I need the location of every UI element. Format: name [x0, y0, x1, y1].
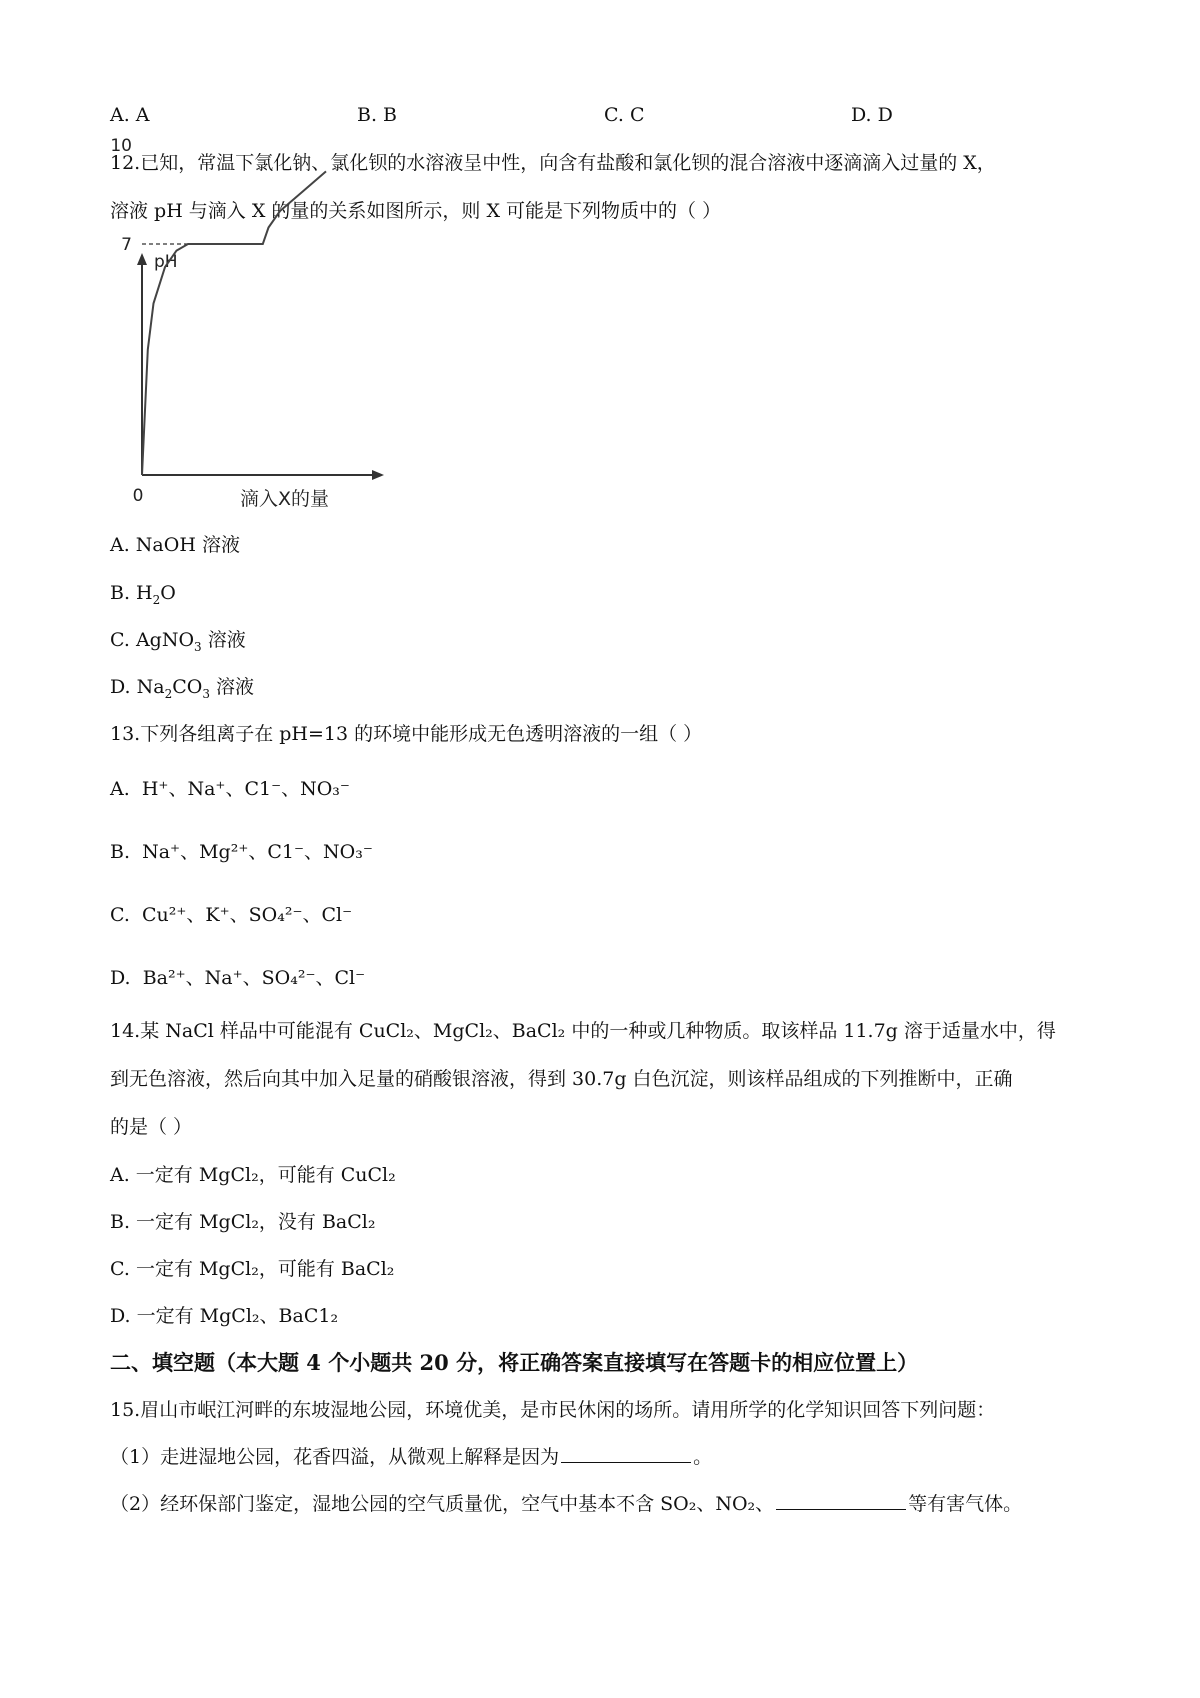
y-axis-arrow [137, 253, 147, 265]
q12-option-d: D. $Na_2CO_3$ 溶液 [110, 676, 255, 701]
q14-option-a: A. 一定有 MgCl₂，可能有 CuCl₂ [110, 1164, 396, 1186]
q13-stem: 13.下列各组离子在 pH=13 的环境中能形成无色透明溶液的一组（ ） [110, 723, 703, 745]
q14-stem-line1: 14.某 NaCl 样品中可能混有 CuCl₂、MgCl₂、BaCl₂ 中的一种或几种物质。取该样品 11.7g 溶于适量水中，得 [110, 1020, 1056, 1042]
section2-heading: 二、填空题（本大题 4 个小题共 20 分，将正确答案直接填写在答题卡的相应位置上） [110, 1350, 919, 1375]
ph-chart [110, 136, 402, 515]
q12-stem-line2: 溶液 pH 与滴入 X 的量的关系如图所示，则 X 可能是下列物质中的（ ） [110, 200, 722, 222]
q14-option-b: B. 一定有 MgCl₂，没有 BaCl₂ [110, 1211, 376, 1233]
q11-options [0, 104, 1200, 130]
q14-option-c: C. 一定有 MgCl₂，可能有 BaCl₂ [110, 1258, 395, 1280]
q11-option-c: C. C [604, 104, 645, 126]
q15-part2: （2）经环保部门鉴定，湿地公园的空气质量优，空气中基本不含 SO₂、NO₂、 等有害气体。 [110, 1493, 1023, 1515]
q15-part1: （1）走进湿地公园，花香四溢，从微观上解释是因为 。 [110, 1446, 713, 1468]
q11-option-b: B. B [357, 104, 398, 126]
q12-option-b: B. $H_2O$ [110, 582, 176, 607]
y-tick-label-10: 10 [110, 136, 132, 156]
q12-option-c: C. AgNO$_3$ 溶液 [110, 629, 246, 654]
x-axis-arrow [372, 470, 384, 480]
q13-option-d: D. Ba²⁺、Na⁺、SO₄²⁻、Cl⁻ [110, 967, 366, 989]
q14-option-d: D. 一定有 MgCl₂、BaC1₂ [110, 1305, 339, 1327]
q11-option-d: D. D [851, 104, 893, 126]
q12-stem-line1: 12.已知，常温下氯化钠、氯化钡的水溶液呈中性，向含有盐酸和氯化钡的混合溶液中逐滴滴入过量的 X， [110, 152, 996, 174]
q15-stem: 15.眉山市岷江河畔的东坡湿地公园，环境优美，是市民休闲的场所。请用所学的化学知识回答下列问题： [110, 1399, 996, 1421]
q13-option-c: C. Cu²⁺、K⁺、SO₄²⁻、Cl⁻ [110, 904, 353, 926]
y-tick-label-7: 7 [121, 235, 132, 255]
x-axis-label: 滴入X的量 [240, 488, 330, 510]
q15-part1-blank[interactable] [561, 1444, 691, 1463]
q11-option-a: A. A [110, 104, 150, 126]
q14-stem-line3: 的是（ ） [110, 1116, 193, 1138]
q13-option-b: B. Na⁺、Mg²⁺、C1⁻、NO₃⁻ [110, 841, 373, 863]
q14-stem-line2: 到无色溶液，然后向其中加入足量的硝酸银溶液，得到 30.7g 白色沉淀，则该样品组成的下列推断中，正确 [110, 1068, 1013, 1090]
q12-option-a: A. NaOH 溶液 [110, 534, 240, 556]
q15-part2-blank[interactable] [776, 1491, 906, 1510]
y-axis-label: pH [154, 252, 178, 272]
q13-option-a: A. H⁺、Na⁺、C1⁻、NO₃⁻ [110, 778, 350, 800]
origin-label: 0 [132, 486, 144, 506]
